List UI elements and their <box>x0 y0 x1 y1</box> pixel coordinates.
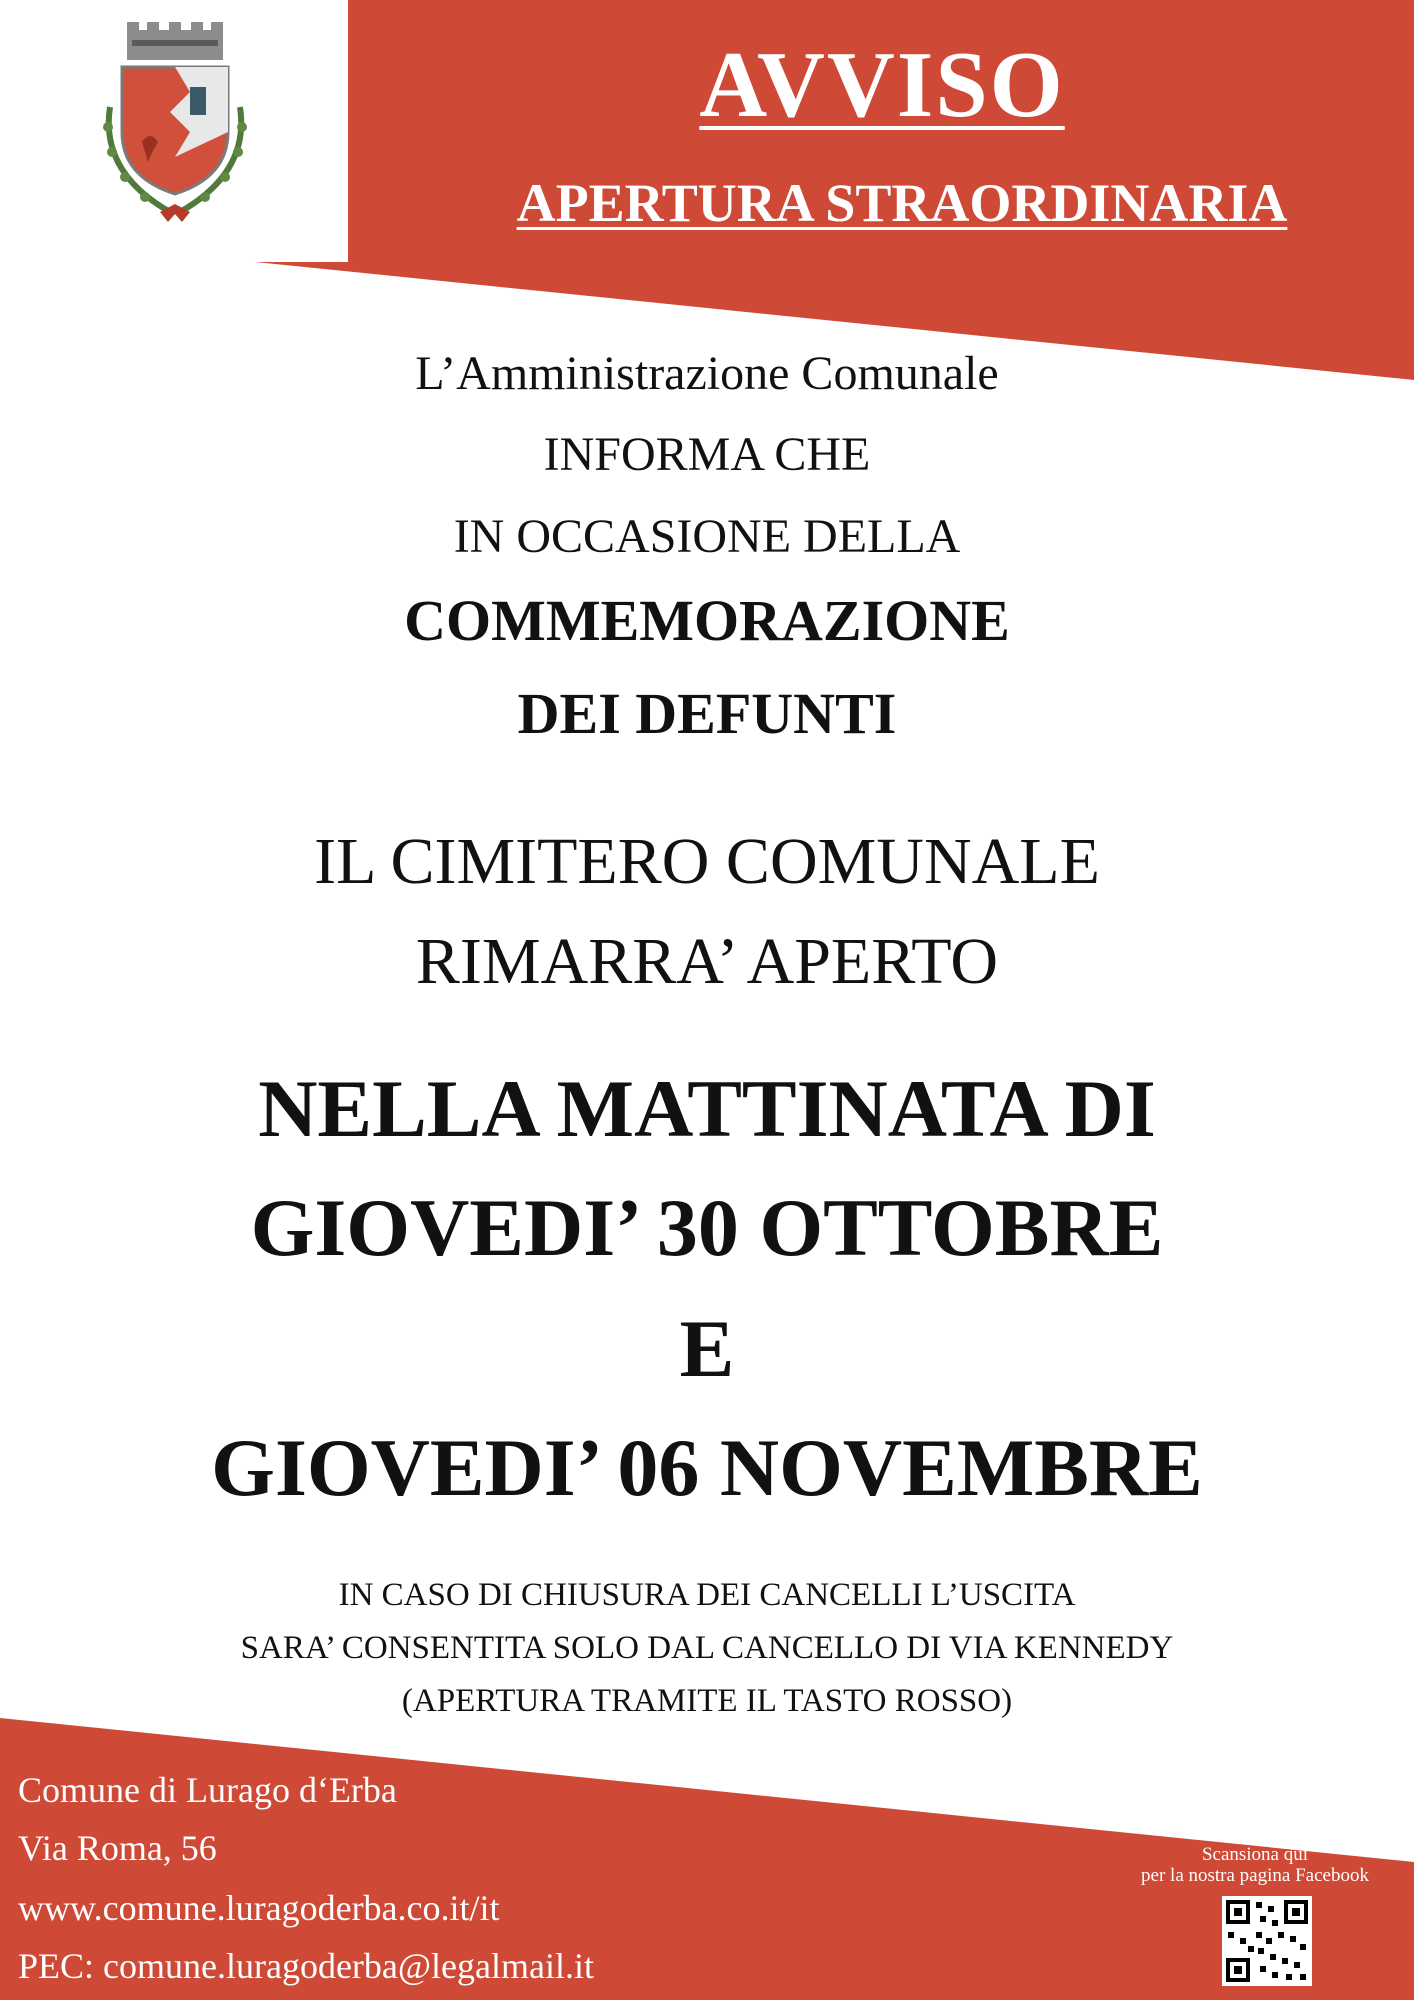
cemetery-line: IL CIMITERO COMUNALE <box>314 825 1100 898</box>
footer-organization: Comune di Lurago d‘Erba <box>18 1770 397 1810</box>
remain-open-line: RIMARRA’ APERTO <box>415 925 999 998</box>
deceased-line: DEI DEFUNTI <box>517 681 897 746</box>
qr-code-icon[interactable] <box>1222 1896 1312 1986</box>
municipal-crest-icon <box>90 12 260 227</box>
gate-note-line1: IN CASO DI CHIUSURA DEI CANCELLI L’USCITA <box>338 1577 1076 1613</box>
logo-area <box>0 0 348 262</box>
notice-title: AVVISO <box>699 33 1065 137</box>
morning-line: NELLA MATTINATA DI <box>258 1063 1156 1154</box>
gate-note-line2: SARA’ CONSENTITA SOLO DAL CANCELLO DI VIA KENNEDY <box>240 1630 1174 1666</box>
commemoration-line: COMMEMORAZIONE <box>404 588 1010 653</box>
qr-caption-line1: Scansiona qui <box>1201 1844 1309 1865</box>
qr-caption <box>1110 1844 1400 1886</box>
notice-subtitle: APERTURA STRAORDINARIA <box>516 173 1288 233</box>
intro-line-administration: L’Amministrazione Comunale <box>415 347 999 400</box>
intro-line-informs: INFORMA CHE <box>543 428 871 481</box>
date-october: GIOVEDI’ 30 OTTOBRE <box>250 1182 1164 1273</box>
gate-note-line3: (APERTURA TRAMITE IL TASTO ROSSO) <box>401 1683 1013 1719</box>
footer-address: Via Roma, 56 <box>18 1828 217 1868</box>
date-november: GIOVEDI’ 06 NOVEMBRE <box>211 1422 1203 1513</box>
intro-line-occasion: IN OCCASIONE DELLA <box>453 510 961 563</box>
date-conjunction: E <box>679 1303 735 1394</box>
qr-caption-line2: per la nostra pagina Facebook <box>1141 1865 1369 1886</box>
footer-website[interactable]: www.comune.luragoderba.co.it/it <box>18 1888 500 1928</box>
footer-pec[interactable]: PEC: comune.luragoderba@legalmail.it <box>18 1946 594 1986</box>
